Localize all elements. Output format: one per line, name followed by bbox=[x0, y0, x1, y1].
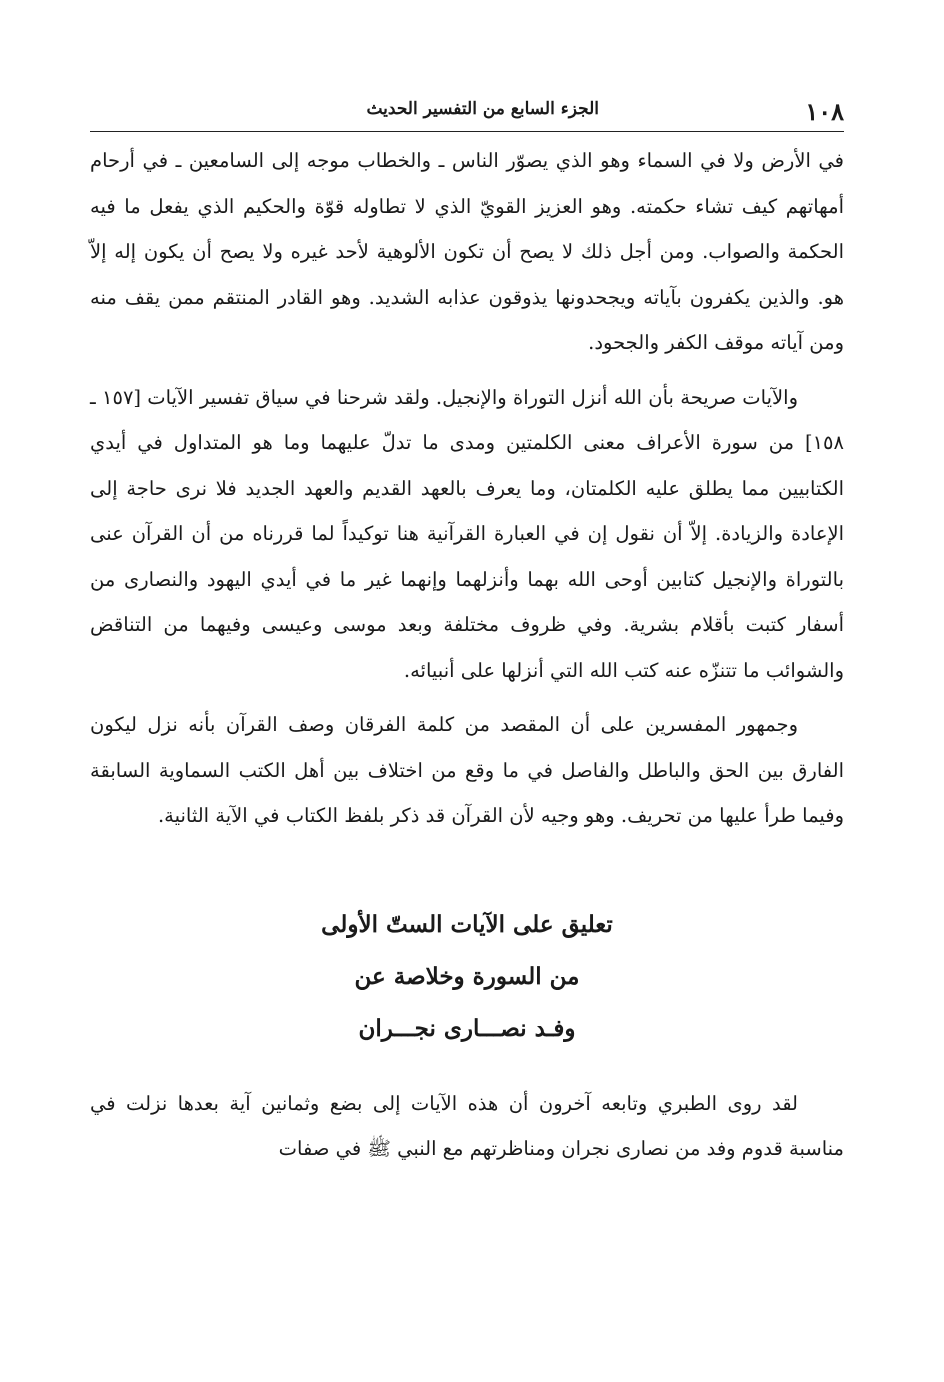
section-heading bbox=[90, 899, 844, 1055]
book-page bbox=[90, 95, 844, 1172]
page-number: ١٠٨ bbox=[805, 97, 844, 126]
paragraph-torah-gospel: والآيات صريحة بأن الله أنزل التوراة والإنجيل. ولقد شرحنا في سياق تفسير الآيات [١٥٧ ـ ١٥٨] من سورة الأعراف معنى الكلمتين ومدى ما تدلّ عليهما وما هو المتداول في أيدي الكتابيين مما يطلق عليه الكلمتان، وما يعرف بالعهد القديم والعهد الجديد فلا نرى حاجة إلى الإعادة والزيادة. إلاّ أن نقول إن في العبارة القرآنية هنا توكيداً لما قررناه من أن القرآن عنى بالتوراة والإنجيل كتابين أوحى الله بهما وأنزلهما وإنهما غير ما في أيدي اليهود والنصارى من أسفار كتبت بأقلام بشرية. وفي ظروف مختلفة وبعد موسى وعيسى وفيهما من التناقض والشوائب ما تتنزّه عنه كتب الله التي أنزلها على أنبيائه. bbox=[90, 385, 844, 682]
running-header-title: الجزء السابع من التفسير الحديث bbox=[366, 99, 599, 119]
body-text bbox=[90, 138, 844, 839]
paragraph-najran-delegation: لقد روى الطبري وتابعه آخرون أن هذه الآيات إلى بضع وثمانين آية بعدها نزلت في مناسبة قدوم وفد من نصارى نجران ومناظرتهم مع النبي ﷺ في صفات bbox=[90, 1091, 844, 1160]
paragraph-continuation: في الأرض ولا في السماء وهو الذي يصوّر الناس ـ والخطاب موجه إلى السامعين ـ في أرحام أمهاتهم كيف تشاء حكمته. وهو العزيز القويّ الذي لا تطاوله قوّة والحكيم الذي يفعل ما فيه الحكمة والصواب. ومن أجل ذلك لا يصح أن تكون الألوهية لأحد غيره ولا يصح أن يكون إله إلاّ هو. والذين يكفرون بآياته ويجحدونها يذوقون عذابه الشديد. وهو القادر المنتقم ممن يقف منه ومن آياته موقف الكفر والجحود. bbox=[90, 149, 844, 354]
running-header bbox=[90, 95, 844, 132]
section-heading-line: من السورة وخلاصة عن bbox=[354, 962, 580, 990]
section-heading-line: وفـد نصـــارى نجـــران bbox=[358, 1014, 576, 1042]
paragraph-furqan: وجمهور المفسرين على أن المقصد من كلمة الفرقان وصف القرآن بأنه نزل ليكون الفارق بين الحق والباطل والفاصل في ما وقع من اختلاف بين أهل الكتب السماوية السابقة وفيما طرأ عليها من تحريف. وهو وجيه لأن القرآن قد ذكر بلفظ الكتاب في الآية الثانية. bbox=[90, 713, 844, 827]
section-heading-line: تعليق على الآيات الستّ الأولى bbox=[321, 910, 613, 938]
